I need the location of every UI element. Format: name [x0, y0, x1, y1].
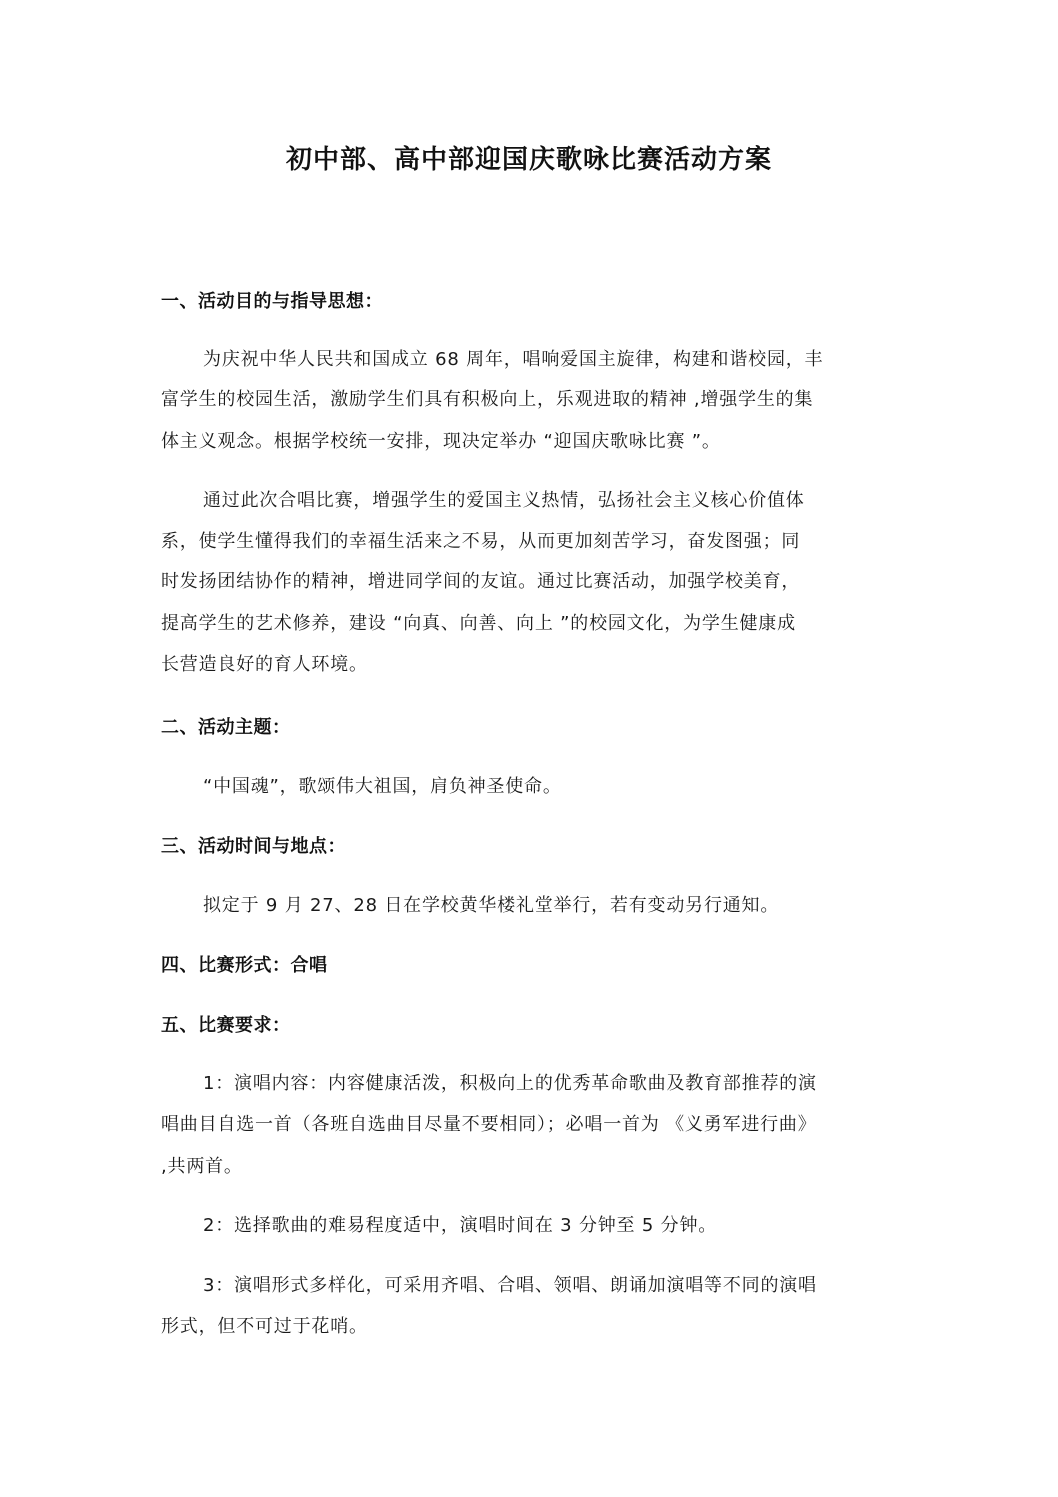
paragraph-line: 长营造良好的育人环境。 — [161, 654, 368, 675]
section-heading-purpose: 一、活动目的与指导思想： — [161, 291, 383, 312]
list-item-line: 2：选择歌曲的难易程度适中，演唱时间在 3 分钟至 5 分钟。 — [203, 1215, 718, 1236]
paragraph-line: 为庆祝中华人民共和国成立 68 周年，唱响爱国主旋律，构建和谐校园，丰 — [203, 349, 824, 370]
list-item-line: 3：演唱形式多样化，可采用齐唱、合唱、领唱、朗诵加演唱等不同的演唱 — [203, 1275, 817, 1296]
list-item-line: 形式，但不可过于花哨。 — [161, 1316, 368, 1337]
section-heading-format: 四、比赛形式：合唱 — [161, 955, 328, 976]
list-item-line: ,共两首。 — [161, 1156, 243, 1177]
paragraph-line: 系，使学生懂得我们的幸福生活来之不易，从而更加刻苦学习，奋发图强；同 — [161, 531, 801, 552]
paragraph-line: 体主义观念。根据学校统一安排，现决定举办 “迎国庆歌咏比赛 ”。 — [161, 431, 721, 452]
paragraph-line: 拟定于 9 月 27、28 日在学校黄华楼礼堂举行，若有变动另行通知。 — [203, 895, 780, 916]
section-heading-requirements: 五、比赛要求： — [161, 1015, 291, 1036]
section-heading-theme: 二、活动主题： — [161, 717, 291, 738]
paragraph-line: 通过此次合唱比赛，增强学生的爱国主义热情，弘扬社会主义核心价值体 — [203, 490, 805, 511]
document-title: 初中部、高中部迎国庆歌咏比赛活动方案 — [285, 145, 772, 175]
paragraph-line: 提高学生的艺术修养，建设 “向真、向善、向上 ”的校园文化，为学生健康成 — [161, 613, 796, 634]
paragraph-line: 富学生的校园生活，激励学生们具有积极向上，乐观进取的精神 ,增强学生的集 — [161, 389, 814, 410]
list-item-line: 1：演唱内容：内容健康活泼，积极向上的优秀革命歌曲及教育部推荐的演 — [203, 1073, 817, 1094]
list-item-line: 唱曲目自选一首（各班自选曲目尽量不要相同）；必唱一首为 《义勇军进行曲》 — [161, 1114, 817, 1135]
paragraph-line: 时发扬团结协作的精神，增进同学间的友谊。通过比赛活动，加强学校美育， — [161, 571, 801, 592]
section-heading-time-place: 三、活动时间与地点： — [161, 836, 346, 857]
paragraph-line: “中国魂”，歌颂伟大祖国，肩负神圣使命。 — [203, 776, 562, 797]
